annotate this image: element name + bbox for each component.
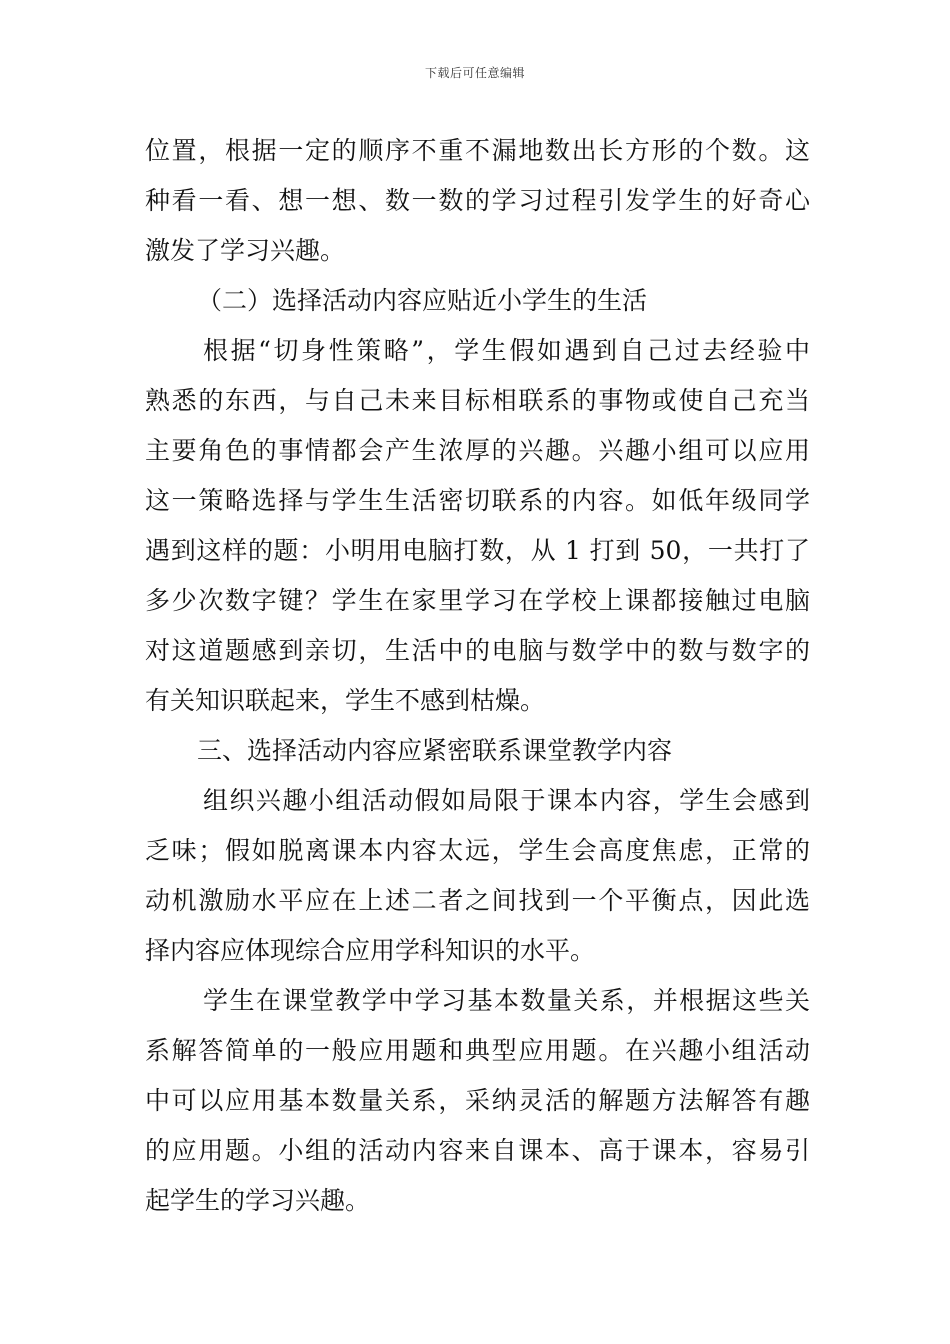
text-line: 多少次数字键？学生在家里学习在学校上课都接触过电脑 <box>145 586 810 615</box>
text-line: 学生在课堂教学中学习基本数量关系，并根据这些关 <box>203 986 810 1015</box>
text-line: 择内容应体现综合应用学科知识的水平。 <box>145 936 596 965</box>
text-line: 种看一看、想一想、数一数的学习过程引发学生的好奇心 <box>145 186 810 215</box>
page-header: 下载后可任意编辑 <box>424 66 525 80</box>
text-line: 有关知识联起来，学生不感到枯燥。 <box>145 686 546 715</box>
section-heading: 三、选择活动内容应紧密联系课堂教学内容 <box>197 736 673 765</box>
text-line: 起学生的学习兴趣。 <box>145 1186 371 1215</box>
text-line: 动机激励水平应在上述二者之间找到一个平衡点，因此选 <box>145 886 810 915</box>
text-line: 熟悉的东西，与自己未来目标相联系的事物或使自己充当 <box>145 386 810 415</box>
text-line: 遇到这样的题：小明用电脑打数，从 1 打到 50，一共打了 <box>145 536 810 565</box>
text-line: 激发了学习兴趣。 <box>145 236 346 265</box>
text-line: 中可以应用基本数量关系，采纳灵活的解题方法解答有趣 <box>145 1086 810 1115</box>
text-line: 位置，根据一定的顺序不重不漏地数出长方形的个数。这 <box>145 136 810 165</box>
text-line: 对这道题感到亲切，生活中的电脑与数学中的数与数字的 <box>145 636 810 665</box>
document-body <box>145 126 810 1226</box>
text-line: 主要角色的事情都会产生浓厚的兴趣。兴趣小组可以应用 <box>145 436 810 465</box>
text-line: 根据“切身性策略”，学生假如遇到自己过去经验中 <box>203 336 810 365</box>
section-heading: （二）选择活动内容应贴近小学生的生活 <box>197 286 648 315</box>
text-line: 乏味；假如脱离课本内容太远，学生会高度焦虑，正常的 <box>145 836 810 865</box>
text-line: 组织兴趣小组活动假如局限于课本内容，学生会感到 <box>203 786 810 815</box>
text-line: 的应用题。小组的活动内容来自课本、高于课本，容易引 <box>145 1136 810 1165</box>
text-line: 这一策略选择与学生生活密切联系的内容。如低年级同学 <box>145 486 810 515</box>
text-line: 系解答简单的一般应用题和典型应用题。在兴趣小组活动 <box>145 1036 810 1065</box>
